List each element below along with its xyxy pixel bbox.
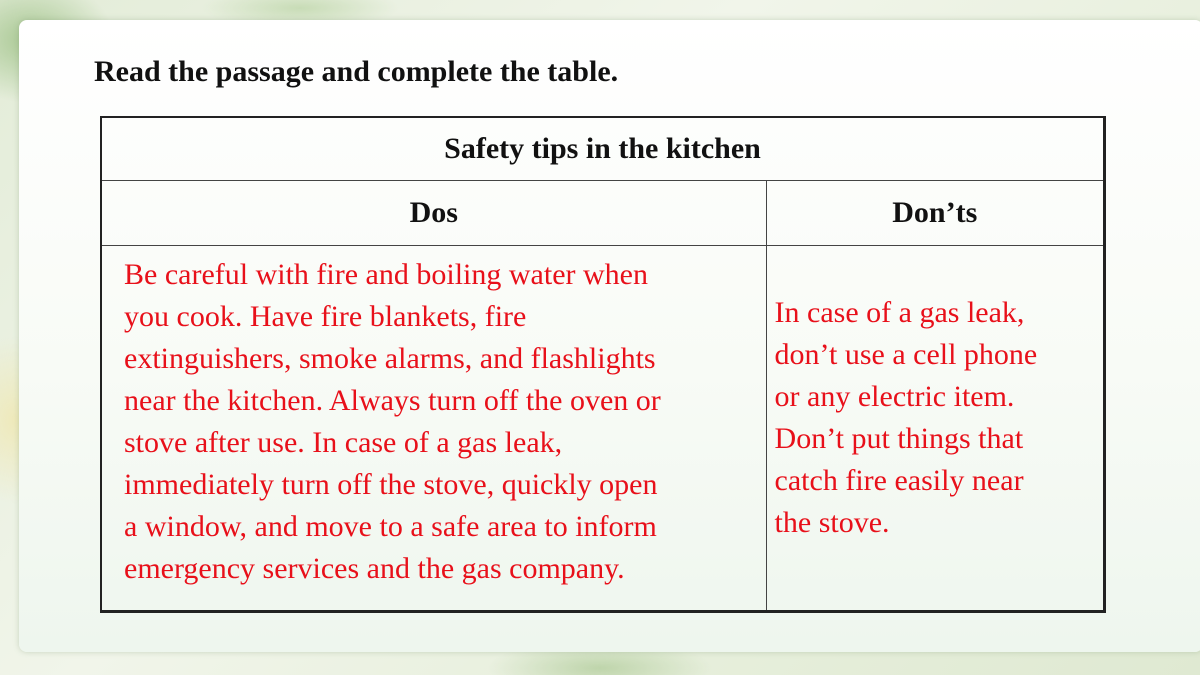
donts-line: catch fire easily near bbox=[774, 464, 1024, 497]
dos-line: immediately turn off the stove, quickly open bbox=[124, 468, 658, 501]
table-answer-row bbox=[101, 246, 1105, 612]
donts-answer-cell bbox=[766, 246, 1104, 612]
donts-line: In case of a gas leak, bbox=[774, 296, 1025, 329]
dos-line: you cook. Have fire blankets, fire bbox=[124, 300, 527, 333]
table-title: Safety tips in the kitchen bbox=[101, 117, 1105, 181]
donts-line: the stove. bbox=[774, 506, 890, 539]
dos-line: near the kitchen. Always turn off the oven or bbox=[124, 384, 661, 417]
safety-tips-table bbox=[100, 116, 1106, 613]
dos-line: extinguishers, smoke alarms, and flashlights bbox=[124, 342, 656, 375]
table-title-row bbox=[101, 117, 1105, 181]
header-dos: Dos bbox=[101, 181, 766, 246]
dos-line: Be careful with fire and boiling water when bbox=[124, 258, 648, 291]
donts-line: or any electric item. bbox=[774, 380, 1015, 413]
dos-line: a window, and move to a safe area to inform bbox=[124, 510, 657, 543]
dos-answer-cell bbox=[101, 246, 766, 612]
instruction-heading: Read the passage and complete the table. bbox=[94, 55, 619, 88]
donts-line: Don’t put things that bbox=[774, 422, 1024, 455]
header-donts: Don’ts bbox=[766, 181, 1104, 246]
dos-line: stove after use. In case of a gas leak, bbox=[124, 426, 563, 459]
table-header-row bbox=[101, 181, 1105, 246]
dos-line: emergency services and the gas company. bbox=[124, 552, 625, 585]
donts-line: don’t use a cell phone bbox=[774, 338, 1038, 371]
